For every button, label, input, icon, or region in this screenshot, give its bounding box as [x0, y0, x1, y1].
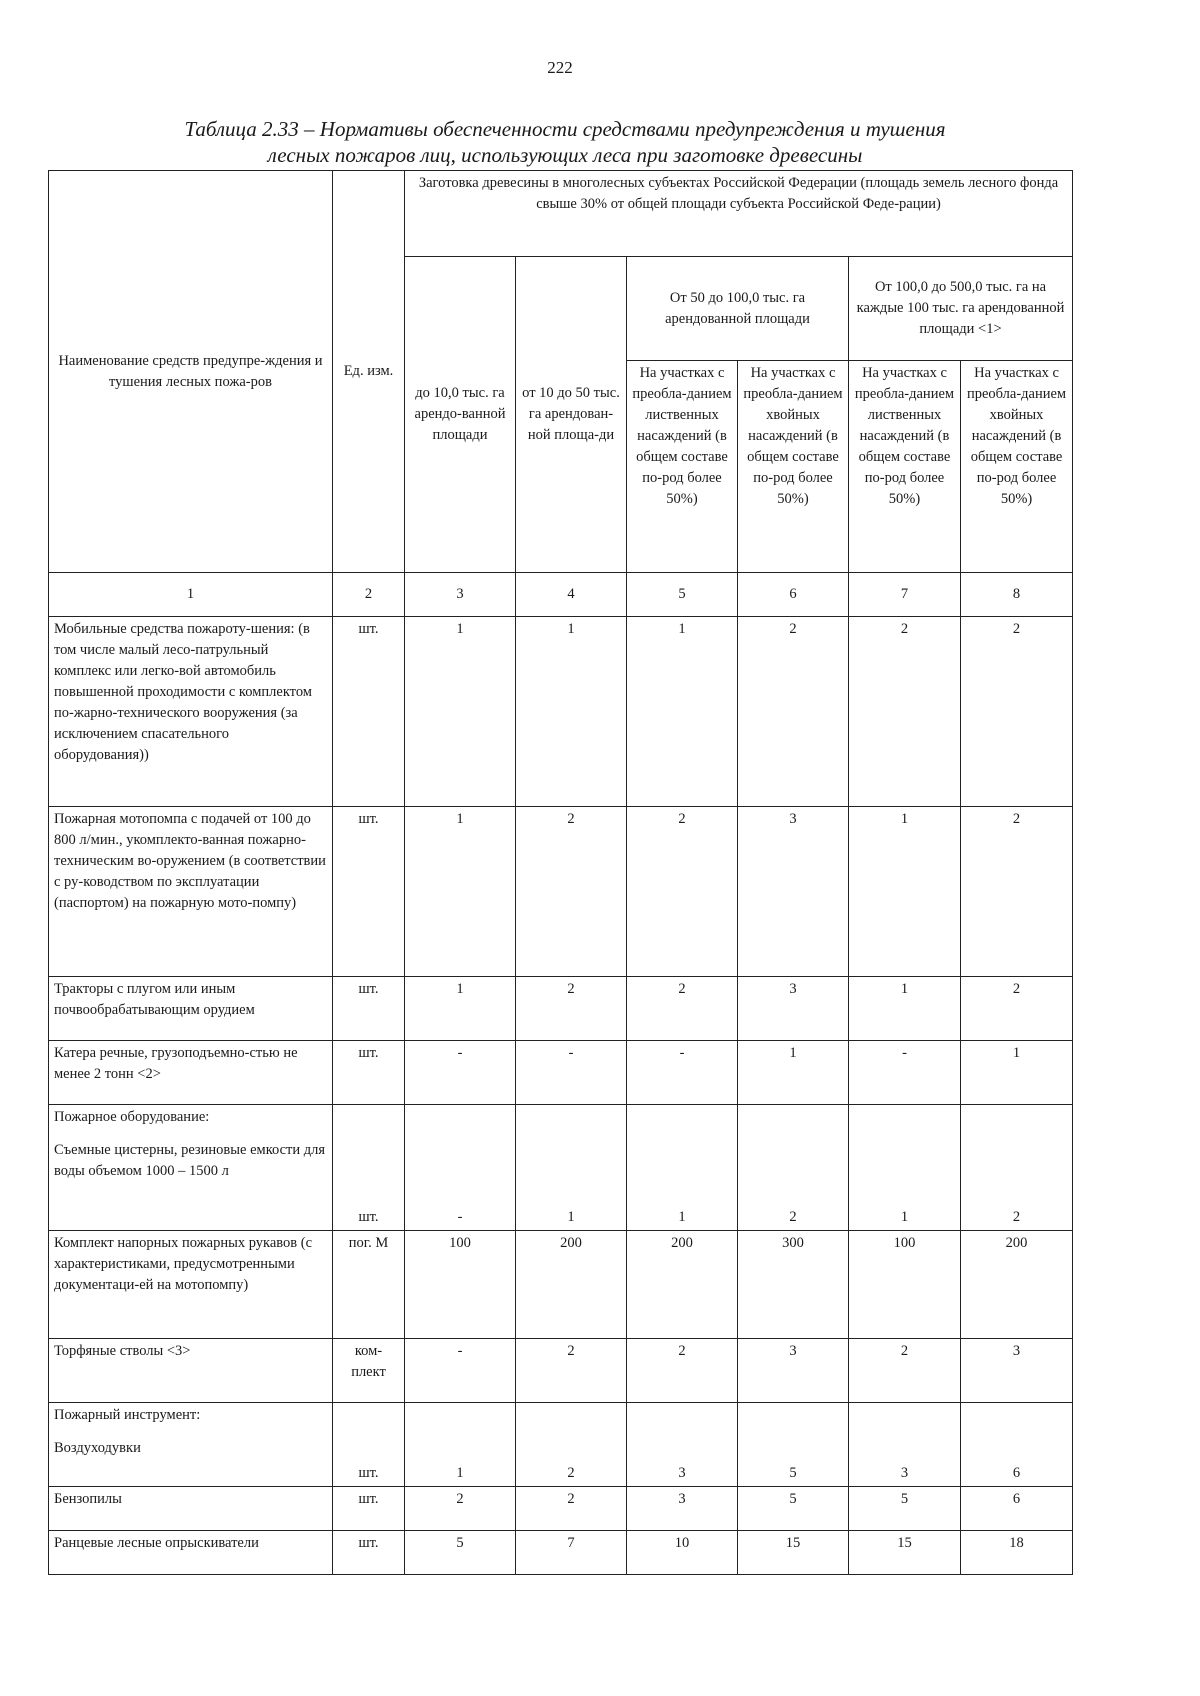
row-name: Катера речные, грузоподъемно-стью не менее 2 тонн <2> — [54, 1045, 298, 1082]
header-col-3: до 10,0 тыс. га арендо-ванной площади — [405, 257, 516, 573]
row-unit: шт. — [333, 617, 405, 807]
row-value: 3 — [849, 1403, 961, 1487]
row-value: 5 — [738, 1487, 849, 1531]
row-value: 10 — [627, 1531, 738, 1575]
column-number: 8 — [961, 573, 1073, 617]
row-value: 2 — [627, 977, 738, 1041]
row-value: 18 — [961, 1531, 1073, 1575]
row-name: Мобильные средства пожароту-шения: (в том числе малый лесо-патрульный комплекс или легко-вой автомобиль повышенной проходимости с комплектом по-жарно-технического вооружения (за исключением спасательного оборудования)) — [54, 621, 312, 763]
row-value: 3 — [738, 1339, 849, 1403]
row-value: 1 — [516, 617, 627, 807]
table-row — [49, 1487, 1073, 1531]
header-col-6: На участках с преобла-данием хвойных насаждений (в общем составе по-род более 50%) — [738, 361, 849, 573]
row-value: 2 — [849, 1339, 961, 1403]
row-value: 2 — [961, 1105, 1073, 1231]
row-value: 1 — [849, 1105, 961, 1231]
row-value: 200 — [516, 1231, 627, 1339]
table-title-line-2: лесных пожаров лиц, использующих леса при заготовке древесины — [267, 143, 863, 167]
row-group-heading: Пожарное оборудование: — [54, 1109, 210, 1125]
row-name: Съемные цистерны, резиновые емкости для воды объемом 1000 – 1500 л — [54, 1142, 326, 1179]
table-row — [49, 807, 1073, 977]
row-value: 1 — [405, 1403, 516, 1487]
row-unit: шт. — [333, 1403, 405, 1487]
column-numbers-row — [49, 573, 1073, 617]
row-value: 1 — [516, 1105, 627, 1231]
row-name-cell — [49, 807, 333, 977]
column-number: 6 — [738, 573, 849, 617]
row-value: 2 — [961, 617, 1073, 807]
row-unit: шт. — [333, 1041, 405, 1105]
row-value: 5 — [849, 1487, 961, 1531]
row-value: - — [849, 1041, 961, 1105]
table-row — [49, 1041, 1073, 1105]
table-row — [49, 1531, 1073, 1575]
row-name-cell — [49, 1105, 333, 1231]
row-value: 300 — [738, 1231, 849, 1339]
header-col-5: На участках с преобла-данием лиственных насаждений (в общем составе по-род более 50%) — [627, 361, 738, 573]
row-value: 200 — [627, 1231, 738, 1339]
row-value: 3 — [738, 977, 849, 1041]
row-name-cell — [49, 1531, 333, 1575]
row-value: 200 — [961, 1231, 1073, 1339]
row-value: - — [405, 1105, 516, 1231]
row-value: 1 — [849, 807, 961, 977]
page-number: 222 — [547, 58, 573, 77]
table-row — [49, 977, 1073, 1041]
row-name: Торфяные стволы <3> — [54, 1343, 191, 1359]
row-name-cell — [49, 977, 333, 1041]
row-value: 15 — [738, 1531, 849, 1575]
row-value: 2 — [516, 1339, 627, 1403]
row-name: Бензопилы — [54, 1491, 122, 1507]
row-value: 2 — [405, 1487, 516, 1531]
row-name-cell — [49, 617, 333, 807]
row-name-cell — [49, 1487, 333, 1531]
row-value: 1 — [738, 1041, 849, 1105]
row-value: 2 — [738, 617, 849, 807]
row-value: 2 — [516, 1487, 627, 1531]
row-value: 5 — [405, 1531, 516, 1575]
header-unit: Ед. изм. — [333, 171, 405, 573]
row-value: 1 — [961, 1041, 1073, 1105]
row-value: 1 — [405, 807, 516, 977]
row-value: 7 — [516, 1531, 627, 1575]
table-row — [49, 1105, 1073, 1231]
table-row — [49, 617, 1073, 807]
row-value: 100 — [849, 1231, 961, 1339]
row-value: 2 — [961, 807, 1073, 977]
header-name: Наименование средств предупре-ждения и тушения лесных пожа-ров — [49, 171, 333, 573]
row-name: Пожарная мотопомпа с подачей от 100 до 800 л/мин., укомплекто-ванная пожарно-техническим во-оружением (в соответствии с ру-ководством по эксплуатации (паспортом) на пожарную мото-помпу) — [54, 811, 326, 911]
row-unit: шт. — [333, 1531, 405, 1575]
row-group-heading: Пожарный инструмент: — [54, 1407, 201, 1423]
row-name: Тракторы с плугом или иным почвообрабатывающим орудием — [54, 981, 255, 1018]
row-value: 2 — [627, 807, 738, 977]
spacer — [54, 1426, 327, 1438]
table-row — [49, 1403, 1073, 1487]
row-unit: шт. — [333, 1487, 405, 1531]
column-number: 5 — [627, 573, 738, 617]
row-value: 2 — [516, 807, 627, 977]
row-unit: шт. — [333, 1105, 405, 1231]
row-name: Воздуходувки — [54, 1440, 141, 1456]
header-group-main: Заготовка древесины в многолесных субъектах Российской Федерации (площадь земель лесного фонда свыше 30% от общей площади субъекта Российской Феде-рации) — [405, 171, 1073, 257]
row-value: 2 — [961, 977, 1073, 1041]
row-value: - — [405, 1041, 516, 1105]
row-value: 3 — [627, 1403, 738, 1487]
row-value: 6 — [961, 1403, 1073, 1487]
row-name: Ранцевые лесные опрыскиватели — [54, 1535, 259, 1551]
row-unit: ком-плект — [333, 1339, 405, 1403]
row-unit: шт. — [333, 977, 405, 1041]
spacer — [54, 1128, 327, 1140]
column-number: 1 — [49, 573, 333, 617]
row-name-cell — [49, 1339, 333, 1403]
row-name-cell — [49, 1041, 333, 1105]
row-value: - — [627, 1041, 738, 1105]
row-value: 1 — [405, 617, 516, 807]
row-unit: пог. М — [333, 1231, 405, 1339]
row-value: 1 — [627, 1105, 738, 1231]
row-name-cell — [49, 1403, 333, 1487]
norms-table — [48, 170, 1073, 1575]
column-number: 4 — [516, 573, 627, 617]
row-unit: шт. — [333, 807, 405, 977]
row-value: 1 — [405, 977, 516, 1041]
row-value: 2 — [516, 1403, 627, 1487]
row-value: 3 — [738, 807, 849, 977]
row-value: - — [405, 1339, 516, 1403]
row-value: 2 — [849, 617, 961, 807]
table-row — [49, 1231, 1073, 1339]
column-number: 2 — [333, 573, 405, 617]
table-title-line-1: Таблица 2.33 – Нормативы обеспеченности средствами предупреждения и тушения — [184, 117, 946, 141]
row-value: 2 — [516, 977, 627, 1041]
table-row — [49, 1339, 1073, 1403]
table-header — [49, 171, 1073, 617]
row-value: 5 — [738, 1403, 849, 1487]
row-value: 3 — [627, 1487, 738, 1531]
row-value: 15 — [849, 1531, 961, 1575]
header-group-100-500: От 100,0 до 500,0 тыс. га на каждые 100 тыс. га арендованной площади <1> — [849, 257, 1073, 361]
row-value: 3 — [961, 1339, 1073, 1403]
row-name-cell — [49, 1231, 333, 1339]
row-value: 100 — [405, 1231, 516, 1339]
row-value: 1 — [849, 977, 961, 1041]
row-value: - — [516, 1041, 627, 1105]
header-col-8: На участках с преобла-данием хвойных насаждений (в общем составе по-род более 50%) — [961, 361, 1073, 573]
row-name: Комплект напорных пожарных рукавов (с характеристиками, предусмотренными документаци-ей на мотопомпу) — [54, 1235, 313, 1293]
column-number: 3 — [405, 573, 516, 617]
header-group-50-100: От 50 до 100,0 тыс. га арендованной площади — [627, 257, 849, 361]
table-title — [60, 116, 1070, 168]
header-col-7: На участках с преобла-данием лиственных насаждений (в общем составе по-род более 50%) — [849, 361, 961, 573]
row-value: 1 — [627, 617, 738, 807]
header-col-4: от 10 до 50 тыс. га арендован-ной площа-ди — [516, 257, 627, 573]
table-body — [49, 617, 1073, 1575]
column-number: 7 — [849, 573, 961, 617]
row-value: 2 — [738, 1105, 849, 1231]
row-value: 6 — [961, 1487, 1073, 1531]
row-value: 2 — [627, 1339, 738, 1403]
